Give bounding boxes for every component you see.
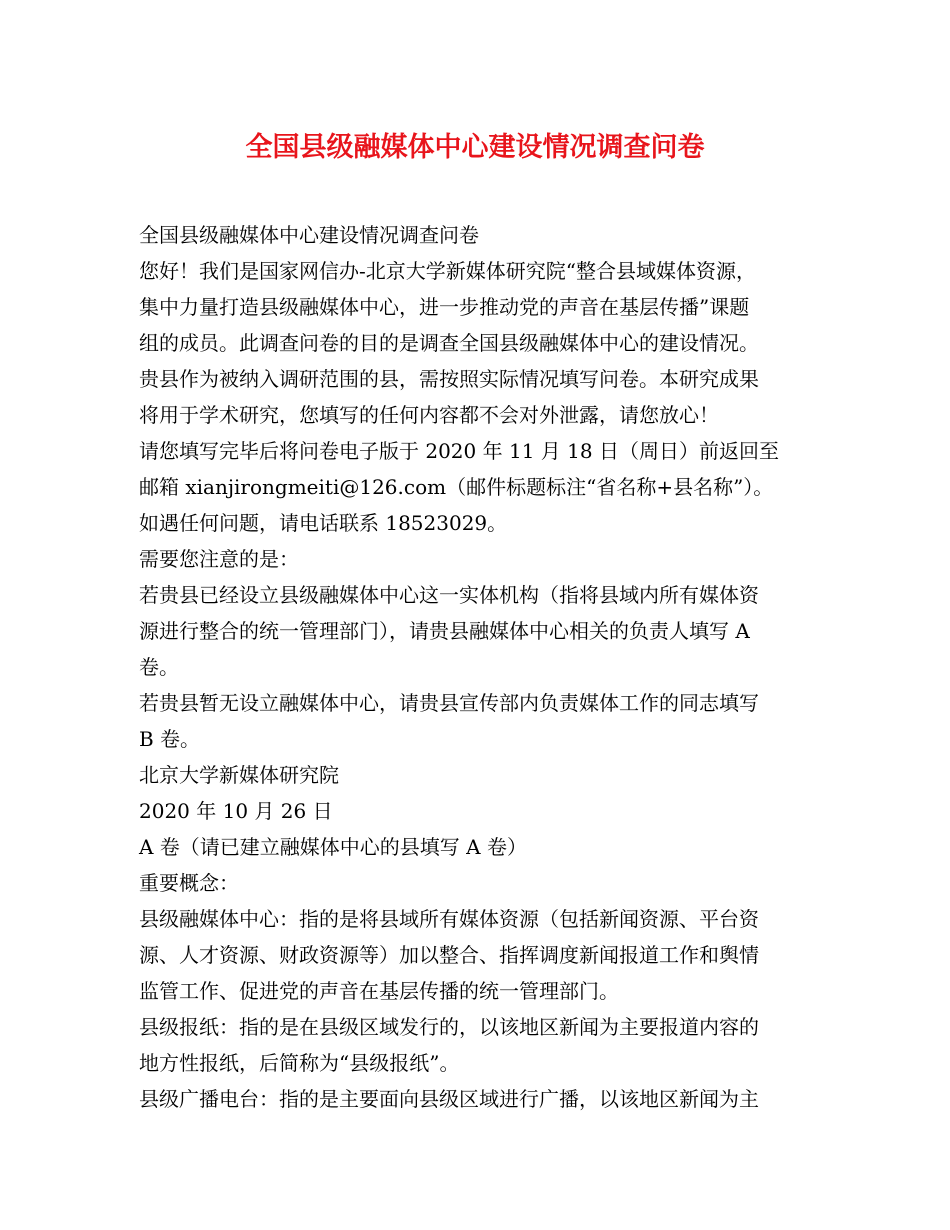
body-line: 若贵县已经设立县级融媒体中心这一实体机构（指将县域内所有媒体资 bbox=[139, 583, 759, 607]
body-line: 邮箱 xianjirongmeiti@126.com（邮件标题标注“省名称+县名称”）。 bbox=[139, 475, 774, 499]
body-line: 需要您注意的是： bbox=[139, 547, 299, 571]
body-line: 您好！我们是国家网信办-北京大学新媒体研究院“整合县域媒体资源， bbox=[139, 259, 756, 283]
body-line: 重要概念： bbox=[139, 871, 239, 895]
body-line: 县级融媒体中心：指的是将县域所有媒体资源（包括新闻资源、平台资 bbox=[139, 907, 759, 931]
body-line: 将用于学术研究，您填写的任何内容都不会对外泄露，请您放心！ bbox=[139, 403, 719, 427]
body-line: 全国县级融媒体中心建设情况调查问卷 bbox=[139, 223, 479, 247]
body-line: 源进行整合的统一管理部门），请贵县融媒体中心相关的负责人填写 A bbox=[139, 619, 750, 643]
body-line: 县级报纸：指的是在县级区域发行的，以该地区新闻为主要报道内容的 bbox=[139, 1015, 759, 1039]
body-line: A 卷（请已建立融媒体中心的县填写 A 卷） bbox=[139, 835, 527, 859]
body-line: 县级广播电台：指的是主要面向县级区域进行广播，以该地区新闻为主 bbox=[139, 1087, 759, 1111]
body-line: 贵县作为被纳入调研范围的县，需按照实际情况填写问卷。本研究成果 bbox=[139, 367, 759, 391]
document-body bbox=[139, 217, 829, 1117]
body-line: 若贵县暂无设立融媒体中心，请贵县宣传部内负责媒体工作的同志填写 bbox=[139, 691, 759, 715]
body-line: 集中力量打造县级融媒体中心，进一步推动党的声音在基层传播”课题 bbox=[139, 295, 750, 319]
body-line: 地方性报纸，后简称为“县级报纸”。 bbox=[139, 1051, 460, 1075]
body-line: 源、人才资源、财政资源等）加以整合、指挥调度新闻报道工作和舆情 bbox=[139, 943, 759, 967]
body-line: 如遇任何问题，请电话联系 18523029。 bbox=[139, 511, 508, 535]
document-title: 全国县级融媒体中心建设情况调查问卷 bbox=[245, 132, 705, 163]
body-line: B 卷。 bbox=[139, 727, 201, 751]
body-line: 请您填写完毕后将问卷电子版于 2020 年 11 月 18 日（周日）前返回至 bbox=[139, 439, 779, 463]
body-line: 北京大学新媒体研究院 bbox=[139, 763, 339, 787]
body-line: 监管工作、促进党的声音在基层传播的统一管理部门。 bbox=[139, 979, 619, 1003]
body-line: 2020 年 10 月 26 日 bbox=[139, 799, 333, 823]
body-line: 卷。 bbox=[139, 655, 179, 679]
body-line: 组的成员。此调查问卷的目的是调查全国县级融媒体中心的建设情况。 bbox=[139, 331, 759, 355]
